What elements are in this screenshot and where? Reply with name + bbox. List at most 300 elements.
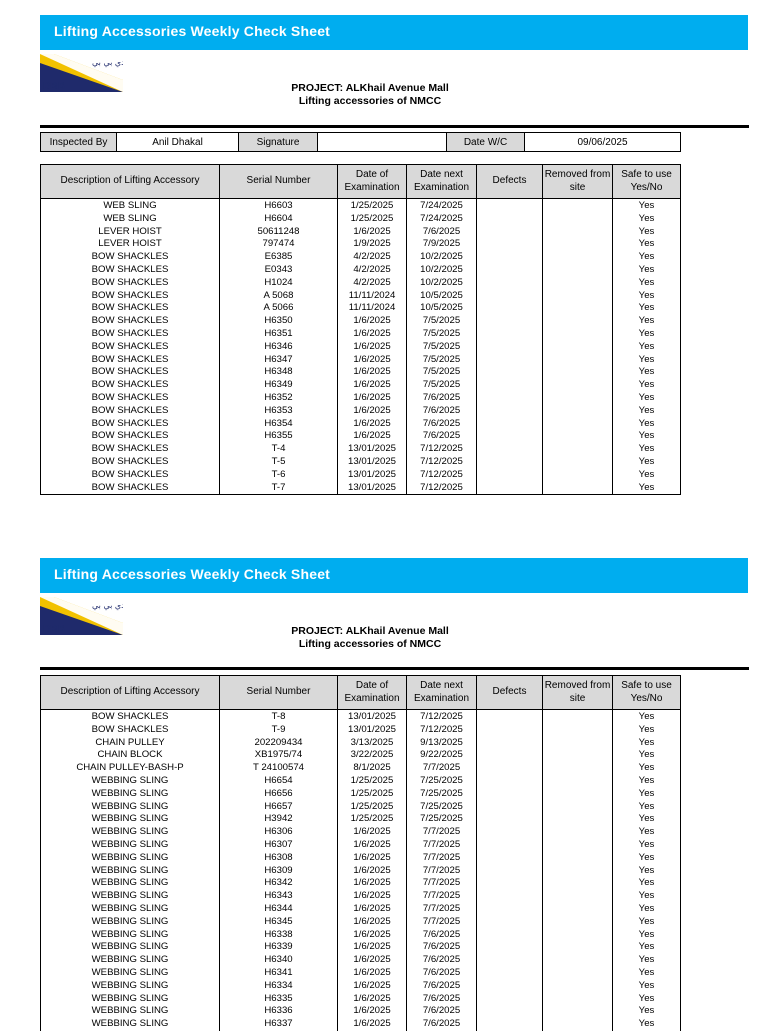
inspected-by-value: Anil Dhakal xyxy=(117,133,239,152)
cell-removed-from-site xyxy=(543,251,613,264)
cell-exam-date: 13/01/2025 xyxy=(338,710,407,724)
table-row xyxy=(41,801,681,814)
cell-exam-date: 1/6/2025 xyxy=(338,1005,407,1018)
cell-description: BOW SHACKLES xyxy=(41,392,220,405)
signature-label: Signature xyxy=(239,133,318,152)
cell-description: WEBBING SLING xyxy=(41,788,220,801)
cell-defects xyxy=(477,430,543,443)
cell-next-exam-date: 7/7/2025 xyxy=(407,916,477,929)
table-row xyxy=(41,341,681,354)
cell-defects xyxy=(477,290,543,303)
cell-exam-date: 1/6/2025 xyxy=(338,405,407,418)
cell-next-exam-date: 7/12/2025 xyxy=(407,456,477,469)
cell-exam-date: 1/6/2025 xyxy=(338,1018,407,1031)
cell-next-exam-date: 7/12/2025 xyxy=(407,482,477,495)
cell-defects xyxy=(477,762,543,775)
cell-defects xyxy=(477,788,543,801)
cell-safe-to-use: Yes xyxy=(613,238,681,251)
col-header-removed: Removed from site xyxy=(543,676,613,710)
cell-safe-to-use: Yes xyxy=(613,877,681,890)
cell-exam-date: 1/6/2025 xyxy=(338,341,407,354)
col-header-description: Description of Lifting Accessory xyxy=(41,165,220,199)
date-wc-value: 09/06/2025 xyxy=(525,133,681,152)
cell-serial-number: H6344 xyxy=(220,903,338,916)
date-wc-label: Date W/C xyxy=(447,133,525,152)
cell-serial-number: H6654 xyxy=(220,775,338,788)
cell-removed-from-site xyxy=(543,993,613,1006)
cell-removed-from-site xyxy=(543,341,613,354)
cell-defects xyxy=(477,993,543,1006)
cell-exam-date: 4/2/2025 xyxy=(338,251,407,264)
cell-serial-number: H6603 xyxy=(220,199,338,213)
table-row xyxy=(41,405,681,418)
cell-next-exam-date: 7/5/2025 xyxy=(407,328,477,341)
cell-description: WEBBING SLING xyxy=(41,954,220,967)
cell-next-exam-date: 7/7/2025 xyxy=(407,890,477,903)
cell-safe-to-use: Yes xyxy=(613,469,681,482)
cell-defects xyxy=(477,328,543,341)
cell-serial-number: 202209434 xyxy=(220,737,338,750)
cell-removed-from-site xyxy=(543,1005,613,1018)
cell-removed-from-site xyxy=(543,264,613,277)
cell-safe-to-use: Yes xyxy=(613,277,681,290)
cell-next-exam-date: 7/7/2025 xyxy=(407,839,477,852)
cell-serial-number: H6351 xyxy=(220,328,338,341)
cell-next-exam-date: 7/25/2025 xyxy=(407,801,477,814)
cell-removed-from-site xyxy=(543,354,613,367)
cell-defects xyxy=(477,251,543,264)
cell-serial-number: H6337 xyxy=(220,1018,338,1031)
cell-safe-to-use: Yes xyxy=(613,315,681,328)
cell-next-exam-date: 7/7/2025 xyxy=(407,826,477,839)
cell-next-exam-date: 7/6/2025 xyxy=(407,929,477,942)
cell-removed-from-site xyxy=(543,405,613,418)
cell-defects xyxy=(477,852,543,865)
col-header-next-exam-date: Date next Examination xyxy=(407,676,477,710)
cell-serial-number: H1024 xyxy=(220,277,338,290)
cell-exam-date: 1/25/2025 xyxy=(338,788,407,801)
cell-next-exam-date: 7/6/2025 xyxy=(407,954,477,967)
cell-next-exam-date: 7/7/2025 xyxy=(407,903,477,916)
cell-safe-to-use: Yes xyxy=(613,366,681,379)
col-header-description: Description of Lifting Accessory xyxy=(41,676,220,710)
company-logo xyxy=(40,597,123,635)
cell-defects xyxy=(477,967,543,980)
col-header-exam-date: Date of Examination xyxy=(338,676,407,710)
svg-text:دي بي بي: دي بي بي xyxy=(92,601,123,610)
cell-serial-number: H6338 xyxy=(220,929,338,942)
cell-description: WEBBING SLING xyxy=(41,877,220,890)
table-row xyxy=(41,443,681,456)
cell-description: BOW SHACKLES xyxy=(41,405,220,418)
cell-next-exam-date: 7/12/2025 xyxy=(407,443,477,456)
cell-serial-number: H6656 xyxy=(220,788,338,801)
cell-safe-to-use: Yes xyxy=(613,1018,681,1031)
cell-removed-from-site xyxy=(543,710,613,724)
cell-defects xyxy=(477,890,543,903)
cell-serial-number: T-6 xyxy=(220,469,338,482)
table-row xyxy=(41,226,681,239)
table-row xyxy=(41,929,681,942)
cell-removed-from-site xyxy=(543,916,613,929)
cell-exam-date: 1/6/2025 xyxy=(338,418,407,431)
cell-next-exam-date: 7/6/2025 xyxy=(407,941,477,954)
cell-serial-number: T-7 xyxy=(220,482,338,495)
cell-serial-number: H6336 xyxy=(220,1005,338,1018)
header-divider xyxy=(40,667,749,670)
cell-defects xyxy=(477,941,543,954)
cell-removed-from-site xyxy=(543,929,613,942)
cell-next-exam-date: 7/6/2025 xyxy=(407,993,477,1006)
cell-removed-from-site xyxy=(543,469,613,482)
cell-next-exam-date: 7/5/2025 xyxy=(407,379,477,392)
table-row xyxy=(41,238,681,251)
cell-safe-to-use: Yes xyxy=(613,251,681,264)
cell-removed-from-site xyxy=(543,213,613,226)
cell-next-exam-date: 7/7/2025 xyxy=(407,865,477,878)
cell-description: WEBBING SLING xyxy=(41,775,220,788)
cell-defects xyxy=(477,469,543,482)
cell-safe-to-use: Yes xyxy=(613,916,681,929)
cell-safe-to-use: Yes xyxy=(613,813,681,826)
cell-next-exam-date: 7/5/2025 xyxy=(407,366,477,379)
cell-exam-date: 1/6/2025 xyxy=(338,941,407,954)
cell-next-exam-date: 7/12/2025 xyxy=(407,469,477,482)
cell-next-exam-date: 7/12/2025 xyxy=(407,710,477,724)
cell-description: BOW SHACKLES xyxy=(41,456,220,469)
cell-serial-number: H6348 xyxy=(220,366,338,379)
table-row xyxy=(41,967,681,980)
cell-defects xyxy=(477,903,543,916)
cell-exam-date: 1/6/2025 xyxy=(338,839,407,852)
cell-next-exam-date: 7/5/2025 xyxy=(407,341,477,354)
cell-serial-number: 50611248 xyxy=(220,226,338,239)
cell-safe-to-use: Yes xyxy=(613,1005,681,1018)
cell-serial-number: H6352 xyxy=(220,392,338,405)
cell-defects xyxy=(477,1018,543,1031)
cell-exam-date: 1/25/2025 xyxy=(338,813,407,826)
cell-exam-date: 8/1/2025 xyxy=(338,762,407,775)
cell-description: BOW SHACKLES xyxy=(41,469,220,482)
cell-description: BOW SHACKLES xyxy=(41,482,220,495)
cell-exam-date: 13/01/2025 xyxy=(338,724,407,737)
cell-description: WEB SLING xyxy=(41,199,220,213)
cell-serial-number: A 5066 xyxy=(220,302,338,315)
col-header-next-exam-date: Date next Examination xyxy=(407,165,477,199)
cell-description: WEBBING SLING xyxy=(41,865,220,878)
cell-exam-date: 1/6/2025 xyxy=(338,430,407,443)
cell-serial-number: E6385 xyxy=(220,251,338,264)
cell-serial-number: 797474 xyxy=(220,238,338,251)
cell-next-exam-date: 7/6/2025 xyxy=(407,405,477,418)
cell-removed-from-site xyxy=(543,839,613,852)
table-row xyxy=(41,430,681,443)
cell-safe-to-use: Yes xyxy=(613,392,681,405)
cell-safe-to-use: Yes xyxy=(613,993,681,1006)
table-row xyxy=(41,724,681,737)
svg-text:دي بي بي: دي بي بي xyxy=(92,58,123,67)
cell-removed-from-site xyxy=(543,430,613,443)
cell-defects xyxy=(477,980,543,993)
cell-removed-from-site xyxy=(543,762,613,775)
table-row xyxy=(41,290,681,303)
cell-exam-date: 1/6/2025 xyxy=(338,980,407,993)
table-row xyxy=(41,954,681,967)
cell-safe-to-use: Yes xyxy=(613,852,681,865)
cell-exam-date: 1/6/2025 xyxy=(338,865,407,878)
cell-defects xyxy=(477,749,543,762)
cell-exam-date: 1/6/2025 xyxy=(338,826,407,839)
cell-defects xyxy=(477,801,543,814)
cell-next-exam-date: 7/6/2025 xyxy=(407,980,477,993)
cell-serial-number: H6308 xyxy=(220,852,338,865)
cell-safe-to-use: Yes xyxy=(613,430,681,443)
table-row xyxy=(41,826,681,839)
cell-removed-from-site xyxy=(543,1018,613,1031)
cell-safe-to-use: Yes xyxy=(613,890,681,903)
cell-next-exam-date: 7/24/2025 xyxy=(407,199,477,213)
cell-removed-from-site xyxy=(543,443,613,456)
cell-description: BOW SHACKLES xyxy=(41,302,220,315)
cell-defects xyxy=(477,277,543,290)
svg-text:DBB: DBB xyxy=(43,624,65,635)
cell-next-exam-date: 7/6/2025 xyxy=(407,967,477,980)
cell-safe-to-use: Yes xyxy=(613,788,681,801)
cell-serial-number: H6355 xyxy=(220,430,338,443)
cell-description: WEBBING SLING xyxy=(41,852,220,865)
cell-exam-date: 1/6/2025 xyxy=(338,929,407,942)
cell-removed-from-site xyxy=(543,852,613,865)
cell-exam-date: 1/6/2025 xyxy=(338,354,407,367)
table-row xyxy=(41,264,681,277)
project-name: PROJECT: ALKhail Avenue Mall xyxy=(291,625,449,637)
cell-defects xyxy=(477,916,543,929)
cell-safe-to-use: Yes xyxy=(613,929,681,942)
cell-description: BOW SHACKLES xyxy=(41,264,220,277)
cell-defects xyxy=(477,443,543,456)
sheet-title-banner: Lifting Accessories Weekly Check Sheet xyxy=(40,15,748,50)
cell-exam-date: 1/25/2025 xyxy=(338,775,407,788)
cell-defects xyxy=(477,379,543,392)
col-header-removed: Removed from site xyxy=(543,165,613,199)
cell-safe-to-use: Yes xyxy=(613,226,681,239)
cell-safe-to-use: Yes xyxy=(613,290,681,303)
table-row xyxy=(41,890,681,903)
cell-defects xyxy=(477,354,543,367)
cell-description: BOW SHACKLES xyxy=(41,251,220,264)
cell-next-exam-date: 10/5/2025 xyxy=(407,290,477,303)
cell-description: BOW SHACKLES xyxy=(41,277,220,290)
cell-safe-to-use: Yes xyxy=(613,456,681,469)
cell-removed-from-site xyxy=(543,903,613,916)
cell-description: WEBBING SLING xyxy=(41,993,220,1006)
table-row xyxy=(41,1005,681,1018)
cell-next-exam-date: 7/25/2025 xyxy=(407,775,477,788)
cell-serial-number: E0343 xyxy=(220,264,338,277)
cell-serial-number: T 24100574 xyxy=(220,762,338,775)
cell-description: WEBBING SLING xyxy=(41,890,220,903)
cell-description: WEBBING SLING xyxy=(41,941,220,954)
cell-removed-from-site xyxy=(543,238,613,251)
cell-description: WEBBING SLING xyxy=(41,1018,220,1031)
cell-description: WEBBING SLING xyxy=(41,929,220,942)
cell-safe-to-use: Yes xyxy=(613,980,681,993)
cell-serial-number: H6306 xyxy=(220,826,338,839)
cell-description: BOW SHACKLES xyxy=(41,290,220,303)
cell-safe-to-use: Yes xyxy=(613,724,681,737)
cell-description: BOW SHACKLES xyxy=(41,366,220,379)
cell-exam-date: 1/9/2025 xyxy=(338,238,407,251)
cell-exam-date: 4/2/2025 xyxy=(338,277,407,290)
cell-defects xyxy=(477,392,543,405)
cell-safe-to-use: Yes xyxy=(613,710,681,724)
cell-exam-date: 1/25/2025 xyxy=(338,199,407,213)
cell-description: BOW SHACKLES xyxy=(41,328,220,341)
cell-defects xyxy=(477,826,543,839)
cell-safe-to-use: Yes xyxy=(613,302,681,315)
project-subtitle: Lifting accessories of NMCC xyxy=(298,637,442,650)
cell-defects xyxy=(477,315,543,328)
cell-exam-date: 1/6/2025 xyxy=(338,954,407,967)
cell-description: BOW SHACKLES xyxy=(41,379,220,392)
cell-exam-date: 13/01/2025 xyxy=(338,443,407,456)
table-row xyxy=(41,865,681,878)
cell-serial-number: H6350 xyxy=(220,315,338,328)
cell-defects xyxy=(477,302,543,315)
cell-exam-date: 1/25/2025 xyxy=(338,213,407,226)
cell-removed-from-site xyxy=(543,724,613,737)
cell-next-exam-date: 7/9/2025 xyxy=(407,238,477,251)
cell-description: WEBBING SLING xyxy=(41,801,220,814)
col-header-defects: Defects xyxy=(477,676,543,710)
cell-next-exam-date: 7/7/2025 xyxy=(407,762,477,775)
cell-serial-number: H6604 xyxy=(220,213,338,226)
cell-description: BOW SHACKLES xyxy=(41,443,220,456)
cell-exam-date: 1/6/2025 xyxy=(338,993,407,1006)
cell-defects xyxy=(477,213,543,226)
cell-exam-date: 4/2/2025 xyxy=(338,264,407,277)
cell-removed-from-site xyxy=(543,328,613,341)
cell-description: CHAIN BLOCK xyxy=(41,749,220,762)
cell-safe-to-use: Yes xyxy=(613,749,681,762)
cell-exam-date: 1/6/2025 xyxy=(338,366,407,379)
table-row xyxy=(41,213,681,226)
project-name: PROJECT: ALKhail Avenue Mall xyxy=(291,82,449,94)
cell-removed-from-site xyxy=(543,941,613,954)
cell-removed-from-site xyxy=(543,865,613,878)
cell-removed-from-site xyxy=(543,226,613,239)
cell-next-exam-date: 7/25/2025 xyxy=(407,788,477,801)
cell-next-exam-date: 7/6/2025 xyxy=(407,1005,477,1018)
cell-description: BOW SHACKLES xyxy=(41,710,220,724)
cell-description: WEBBING SLING xyxy=(41,980,220,993)
cell-next-exam-date: 7/6/2025 xyxy=(407,392,477,405)
svg-text:DBB: DBB xyxy=(43,81,65,92)
project-subtitle: Lifting accessories of NMCC xyxy=(298,94,442,107)
cell-next-exam-date: 10/2/2025 xyxy=(407,277,477,290)
cell-safe-to-use: Yes xyxy=(613,379,681,392)
cell-serial-number: H6339 xyxy=(220,941,338,954)
table-row xyxy=(41,328,681,341)
cell-exam-date: 1/6/2025 xyxy=(338,315,407,328)
cell-exam-date: 1/6/2025 xyxy=(338,967,407,980)
cell-next-exam-date: 7/25/2025 xyxy=(407,813,477,826)
cell-defects xyxy=(477,418,543,431)
cell-exam-date: 1/6/2025 xyxy=(338,877,407,890)
cell-removed-from-site xyxy=(543,788,613,801)
cell-safe-to-use: Yes xyxy=(613,941,681,954)
cell-defects xyxy=(477,929,543,942)
cell-removed-from-site xyxy=(543,418,613,431)
cell-description: WEBBING SLING xyxy=(41,916,220,929)
cell-serial-number: H6353 xyxy=(220,405,338,418)
cell-description: BOW SHACKLES xyxy=(41,341,220,354)
cell-serial-number: H6307 xyxy=(220,839,338,852)
cell-defects xyxy=(477,341,543,354)
table-row xyxy=(41,941,681,954)
cell-serial-number: H6341 xyxy=(220,967,338,980)
cell-serial-number: H6309 xyxy=(220,865,338,878)
cell-next-exam-date: 7/6/2025 xyxy=(407,430,477,443)
cell-defects xyxy=(477,264,543,277)
cell-safe-to-use: Yes xyxy=(613,826,681,839)
cell-next-exam-date: 7/5/2025 xyxy=(407,354,477,367)
cell-serial-number: T-8 xyxy=(220,710,338,724)
accessory-table xyxy=(40,675,681,1031)
cell-safe-to-use: Yes xyxy=(613,213,681,226)
table-row xyxy=(41,392,681,405)
check-sheet-2 xyxy=(0,543,768,1030)
table-row xyxy=(41,315,681,328)
cell-exam-date: 1/6/2025 xyxy=(338,379,407,392)
cell-defects xyxy=(477,199,543,213)
cell-safe-to-use: Yes xyxy=(613,954,681,967)
col-header-safe-to-use: Safe to use Yes/No xyxy=(613,165,681,199)
cell-exam-date: 1/6/2025 xyxy=(338,916,407,929)
table-row xyxy=(41,469,681,482)
cell-removed-from-site xyxy=(543,954,613,967)
cell-serial-number: T-5 xyxy=(220,456,338,469)
cell-exam-date: 3/13/2025 xyxy=(338,737,407,750)
cell-removed-from-site xyxy=(543,749,613,762)
cell-removed-from-site xyxy=(543,980,613,993)
table-row xyxy=(41,903,681,916)
cell-serial-number: H6335 xyxy=(220,993,338,1006)
accessory-table xyxy=(40,164,681,495)
cell-safe-to-use: Yes xyxy=(613,443,681,456)
cell-next-exam-date: 7/6/2025 xyxy=(407,226,477,239)
inspection-info-table xyxy=(40,132,681,152)
table-row xyxy=(41,980,681,993)
cell-description: BOW SHACKLES xyxy=(41,430,220,443)
cell-exam-date: 1/25/2025 xyxy=(338,801,407,814)
col-header-defects: Defects xyxy=(477,165,543,199)
cell-exam-date: 13/01/2025 xyxy=(338,482,407,495)
cell-description: CHAIN PULLEY xyxy=(41,737,220,750)
cell-removed-from-site xyxy=(543,392,613,405)
cell-defects xyxy=(477,226,543,239)
cell-exam-date: 1/6/2025 xyxy=(338,328,407,341)
table-row xyxy=(41,366,681,379)
cell-exam-date: 1/6/2025 xyxy=(338,226,407,239)
sheet-title-banner: Lifting Accessories Weekly Check Sheet xyxy=(40,558,748,593)
cell-removed-from-site xyxy=(543,366,613,379)
cell-next-exam-date: 9/13/2025 xyxy=(407,737,477,750)
cell-removed-from-site xyxy=(543,890,613,903)
table-row xyxy=(41,379,681,392)
table-row xyxy=(41,354,681,367)
col-header-serial: Serial Number xyxy=(220,676,338,710)
